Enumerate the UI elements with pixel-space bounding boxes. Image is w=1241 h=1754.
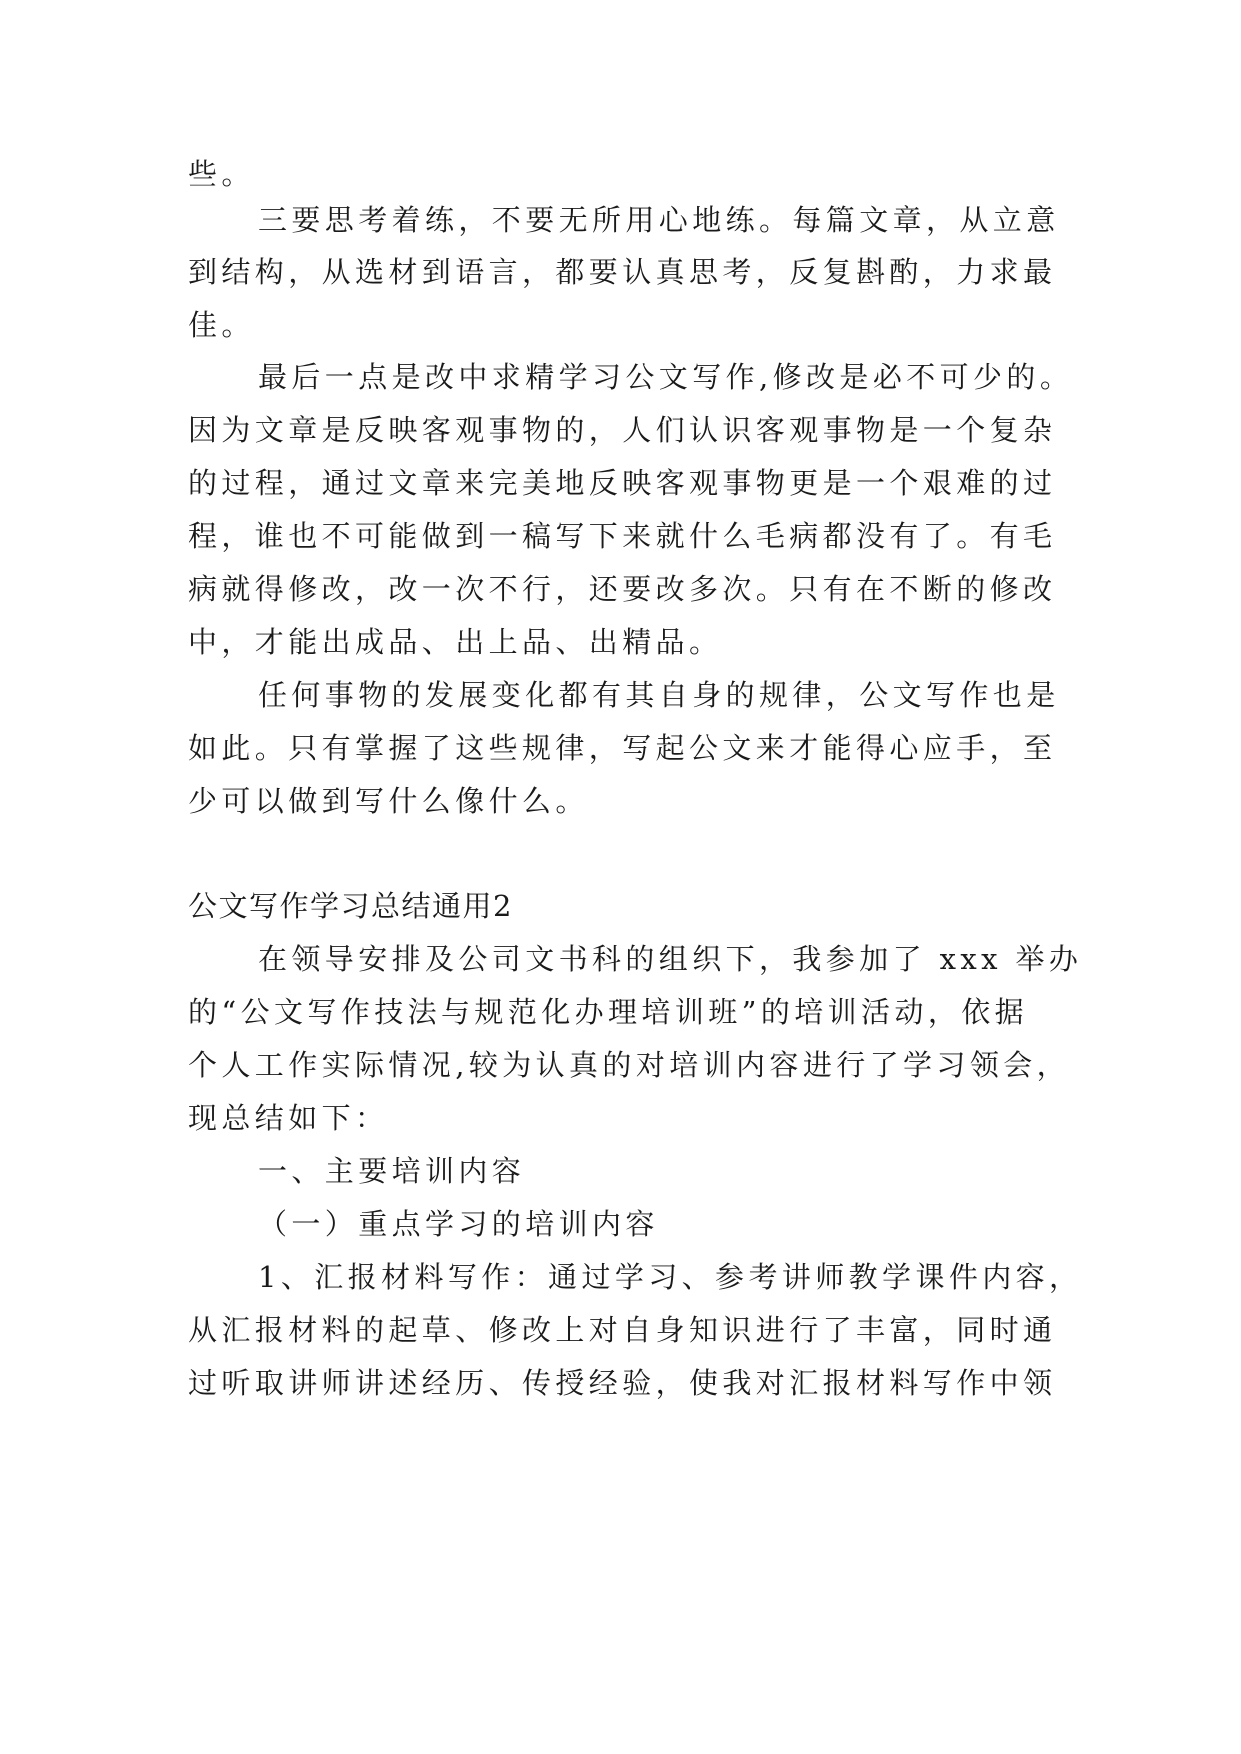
paragraph-line: 些。 (188, 157, 255, 191)
paragraph-line: 过听取讲师讲述经历、传授经验，使我对汇报材料写作中领 (188, 1366, 1057, 1400)
subheading-line: （一）重点学习的培训内容 (258, 1207, 659, 1241)
heading-line: 一、主要培训内容 (258, 1154, 526, 1188)
paragraph-line: 最后一点是改中求精学习公文写作,修改是必不可少的。 (258, 360, 1074, 394)
paragraph-line: 佳。 (188, 308, 255, 342)
paragraph-line: 三要思考着练，不要无所用心地练。每篇文章，从立意 (258, 203, 1060, 237)
paragraph-line: 如此。只有掌握了这些规律，写起公文来才能得心应手，至 (188, 731, 1057, 765)
section-title: 公文写作学习总结通用2 (188, 889, 513, 923)
paragraph-line: 到结构，从选材到语言，都要认真思考，反复斟酌，力求最 (188, 255, 1057, 289)
paragraph-line: 中，才能出成品、出上品、出精品。 (188, 625, 723, 659)
paragraph-line: 的“公文写作技法与规范化办理培训班”的培训活动，依据 (188, 995, 1029, 1029)
paragraph-line: 的过程，通过文章来完美地反映客观事物更是一个艰难的过 (188, 466, 1057, 500)
paragraph-line: 少可以做到写什么像什么。 (188, 784, 589, 818)
paragraph-line: 任何事物的发展变化都有其自身的规律，公文写作也是 (258, 678, 1060, 712)
paragraph-line: 病就得修改，改一次不行，还要改多次。只有在不断的修改 (188, 572, 1057, 606)
paragraph-line: 个人工作实际情况,较为认真的对培训内容进行了学习领会， (188, 1048, 1071, 1082)
paragraph-line: 1、汇报材料写作：通过学习、参考讲师教学课件内容， (258, 1260, 1083, 1294)
paragraph-line: 现总结如下： (188, 1101, 389, 1135)
paragraph-line: 因为文章是反映客观事物的，人们认识客观事物是一个复杂 (188, 413, 1057, 447)
paragraph-line: 在领导安排及公司文书科的组织下，我参加了 xxx 举办 (258, 942, 1083, 976)
paragraph-line: 从汇报材料的起草、修改上对自身知识进行了丰富，同时通 (188, 1313, 1057, 1347)
paragraph-line: 程，谁也不可能做到一稿写下来就什么毛病都没有了。有毛 (188, 519, 1057, 553)
